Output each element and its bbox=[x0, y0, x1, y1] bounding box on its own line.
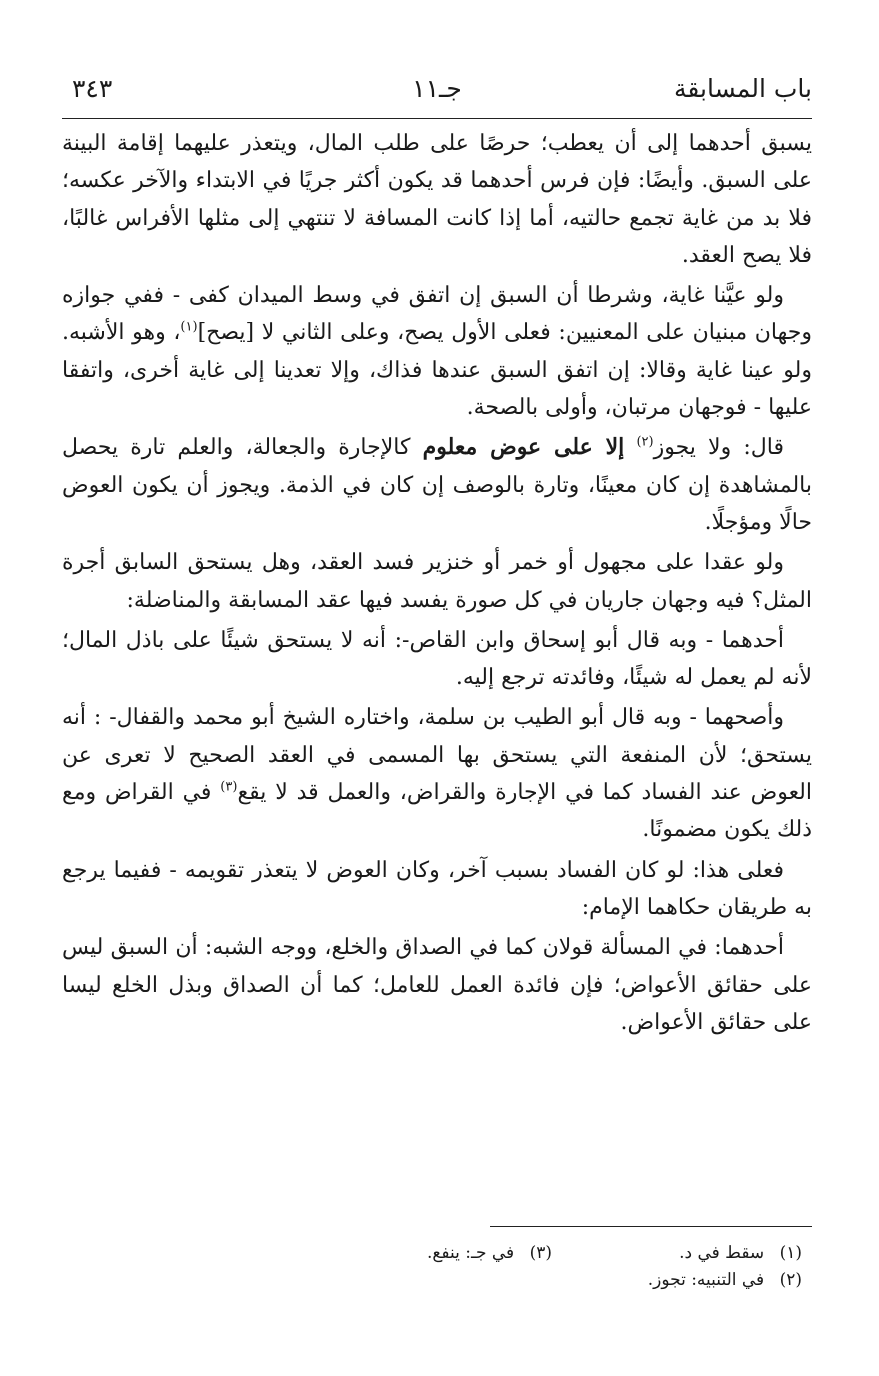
paragraph bbox=[62, 852, 812, 927]
paragraph bbox=[62, 699, 812, 848]
text-segment: أحدهما - وبه قال أبو إسحاق وابن القاص-: أنه لا يستحق شيئًا على باذل المال؛ لأنه لم يعمل له شيئًا، وفائدته ترجع إليه. bbox=[62, 627, 812, 691]
main-text bbox=[62, 125, 812, 1041]
text-segment: قال: ولا يجوز bbox=[653, 435, 785, 461]
text-segment: كالإجارة والجعالة، والعلم تارة يحصل بالمشاهدة إن كان معينًا، وتارة بالوصف إن كان في الذمة. ويجوز أن يكون العوض حالًا ومؤجلًا. bbox=[62, 435, 812, 535]
footnote-3 bbox=[427, 1240, 552, 1267]
text-segment: فعلى هذا: لو كان الفساد بسبب آخر، وكان العوض لا يتعذر تقويمه - ففيما يرجع به طريقان حكاهما الإمام: bbox=[62, 857, 812, 920]
footnote-1-text: سقط في د. bbox=[679, 1243, 765, 1263]
footnote-2 bbox=[648, 1267, 802, 1294]
paragraph bbox=[62, 125, 812, 274]
footnote-2-text: في التنبيه: تجوز. bbox=[647, 1270, 765, 1290]
footnote-reference: (٢) bbox=[636, 435, 654, 451]
footnotes bbox=[72, 1240, 802, 1294]
footnote-3-text: في جـ: ينفع. bbox=[426, 1243, 515, 1263]
header-rule bbox=[62, 118, 812, 119]
footnote-1-number: (١) bbox=[779, 1243, 802, 1263]
paragraph bbox=[62, 544, 812, 619]
paragraph bbox=[62, 277, 812, 426]
text-segment: ولو عقدا على مجهول أو خمر أو خنزير فسد العقد، وهل يستحق السابق أجرة المثل؟ فيه وجهان جاريان في كل صورة يفسد فيها عقد المسابقة والمناضلة: bbox=[62, 550, 812, 613]
footnote-1 bbox=[679, 1240, 802, 1267]
text-segment: ولو عيَّنا غاية، وشرطا أن السبق إن اتفق في وسط الميدان كفى - ففي جوازه وجهان مبنيان على المعنيين: فعلى الأول يصح، وعلى الثاني لا [يصح] bbox=[62, 283, 812, 346]
running-header bbox=[62, 60, 812, 118]
text-segment: أحدهما: في المسألة قولان كما في الصداق والخلع، ووجه الشبه: أن السبق ليس على حقائق الأعواض؛ فإن فائدة العمل للعامل؛ كما أن الصداق وبذل الخلع ليسا على حقائق الأعواض. bbox=[62, 935, 812, 1035]
footnote-reference: (١) bbox=[180, 320, 198, 336]
page-number: ٣٤٣ bbox=[72, 74, 113, 103]
text-segment: في القراض ومع ذلك يكون مضمونًا. bbox=[62, 780, 812, 843]
text-segment: وأصحهما - وبه قال أبو الطيب بن سلمة، واختاره الشيخ أبو محمد والقفال- : أنه يستحق؛ لأن المنفعة التي يستحق بها المسمى في العقد الصحيح لا تعرى عن العوض عند الفساد كما في الإجارة والقراض، والعمل قد لا يقع bbox=[62, 705, 813, 806]
footnote-2-number: (٢) bbox=[779, 1270, 802, 1290]
text-segment: ، وهو الأشبه. ولو عينا غاية وقالا: إن اتفق السبق عندها فذاك، وإلا تعدينا إلى غاية أخرى، واتفقا عليها - فوجهان مرتبان، وأولى بالصحة. bbox=[62, 320, 812, 421]
footnote-row bbox=[72, 1267, 802, 1294]
paragraph bbox=[62, 929, 812, 1041]
chapter-title: باب المسابقة bbox=[673, 74, 812, 103]
footnote-reference: (٣) bbox=[220, 779, 238, 795]
paragraph bbox=[62, 622, 812, 697]
footnote-row bbox=[72, 1240, 802, 1267]
footnote-3-number: (٣) bbox=[529, 1243, 552, 1263]
text-segment bbox=[624, 435, 636, 460]
paragraph bbox=[62, 429, 812, 541]
quoted-text-bold: إلا على عوض معلوم bbox=[422, 434, 625, 461]
text-segment: يسبق أحدهما إلى أن يعطب؛ حرصًا على طلب المال، ويتعذر عليهما إقامة البينة على السبق. وأيضًا: فإن فرس أحدهما قد يكون أكثر جريًا في الابتداء والآخر عكسه؛ فلا بد من غاية تجمع حالتيه، أما إذا كانت المسافة لا تنتهي إلى مثلها الأفراس غالبًا، فلا يصح العقد. bbox=[62, 131, 812, 268]
footnote-rule bbox=[490, 1226, 812, 1227]
volume-label: جـ١١ bbox=[412, 74, 462, 103]
book-page bbox=[62, 60, 812, 1350]
